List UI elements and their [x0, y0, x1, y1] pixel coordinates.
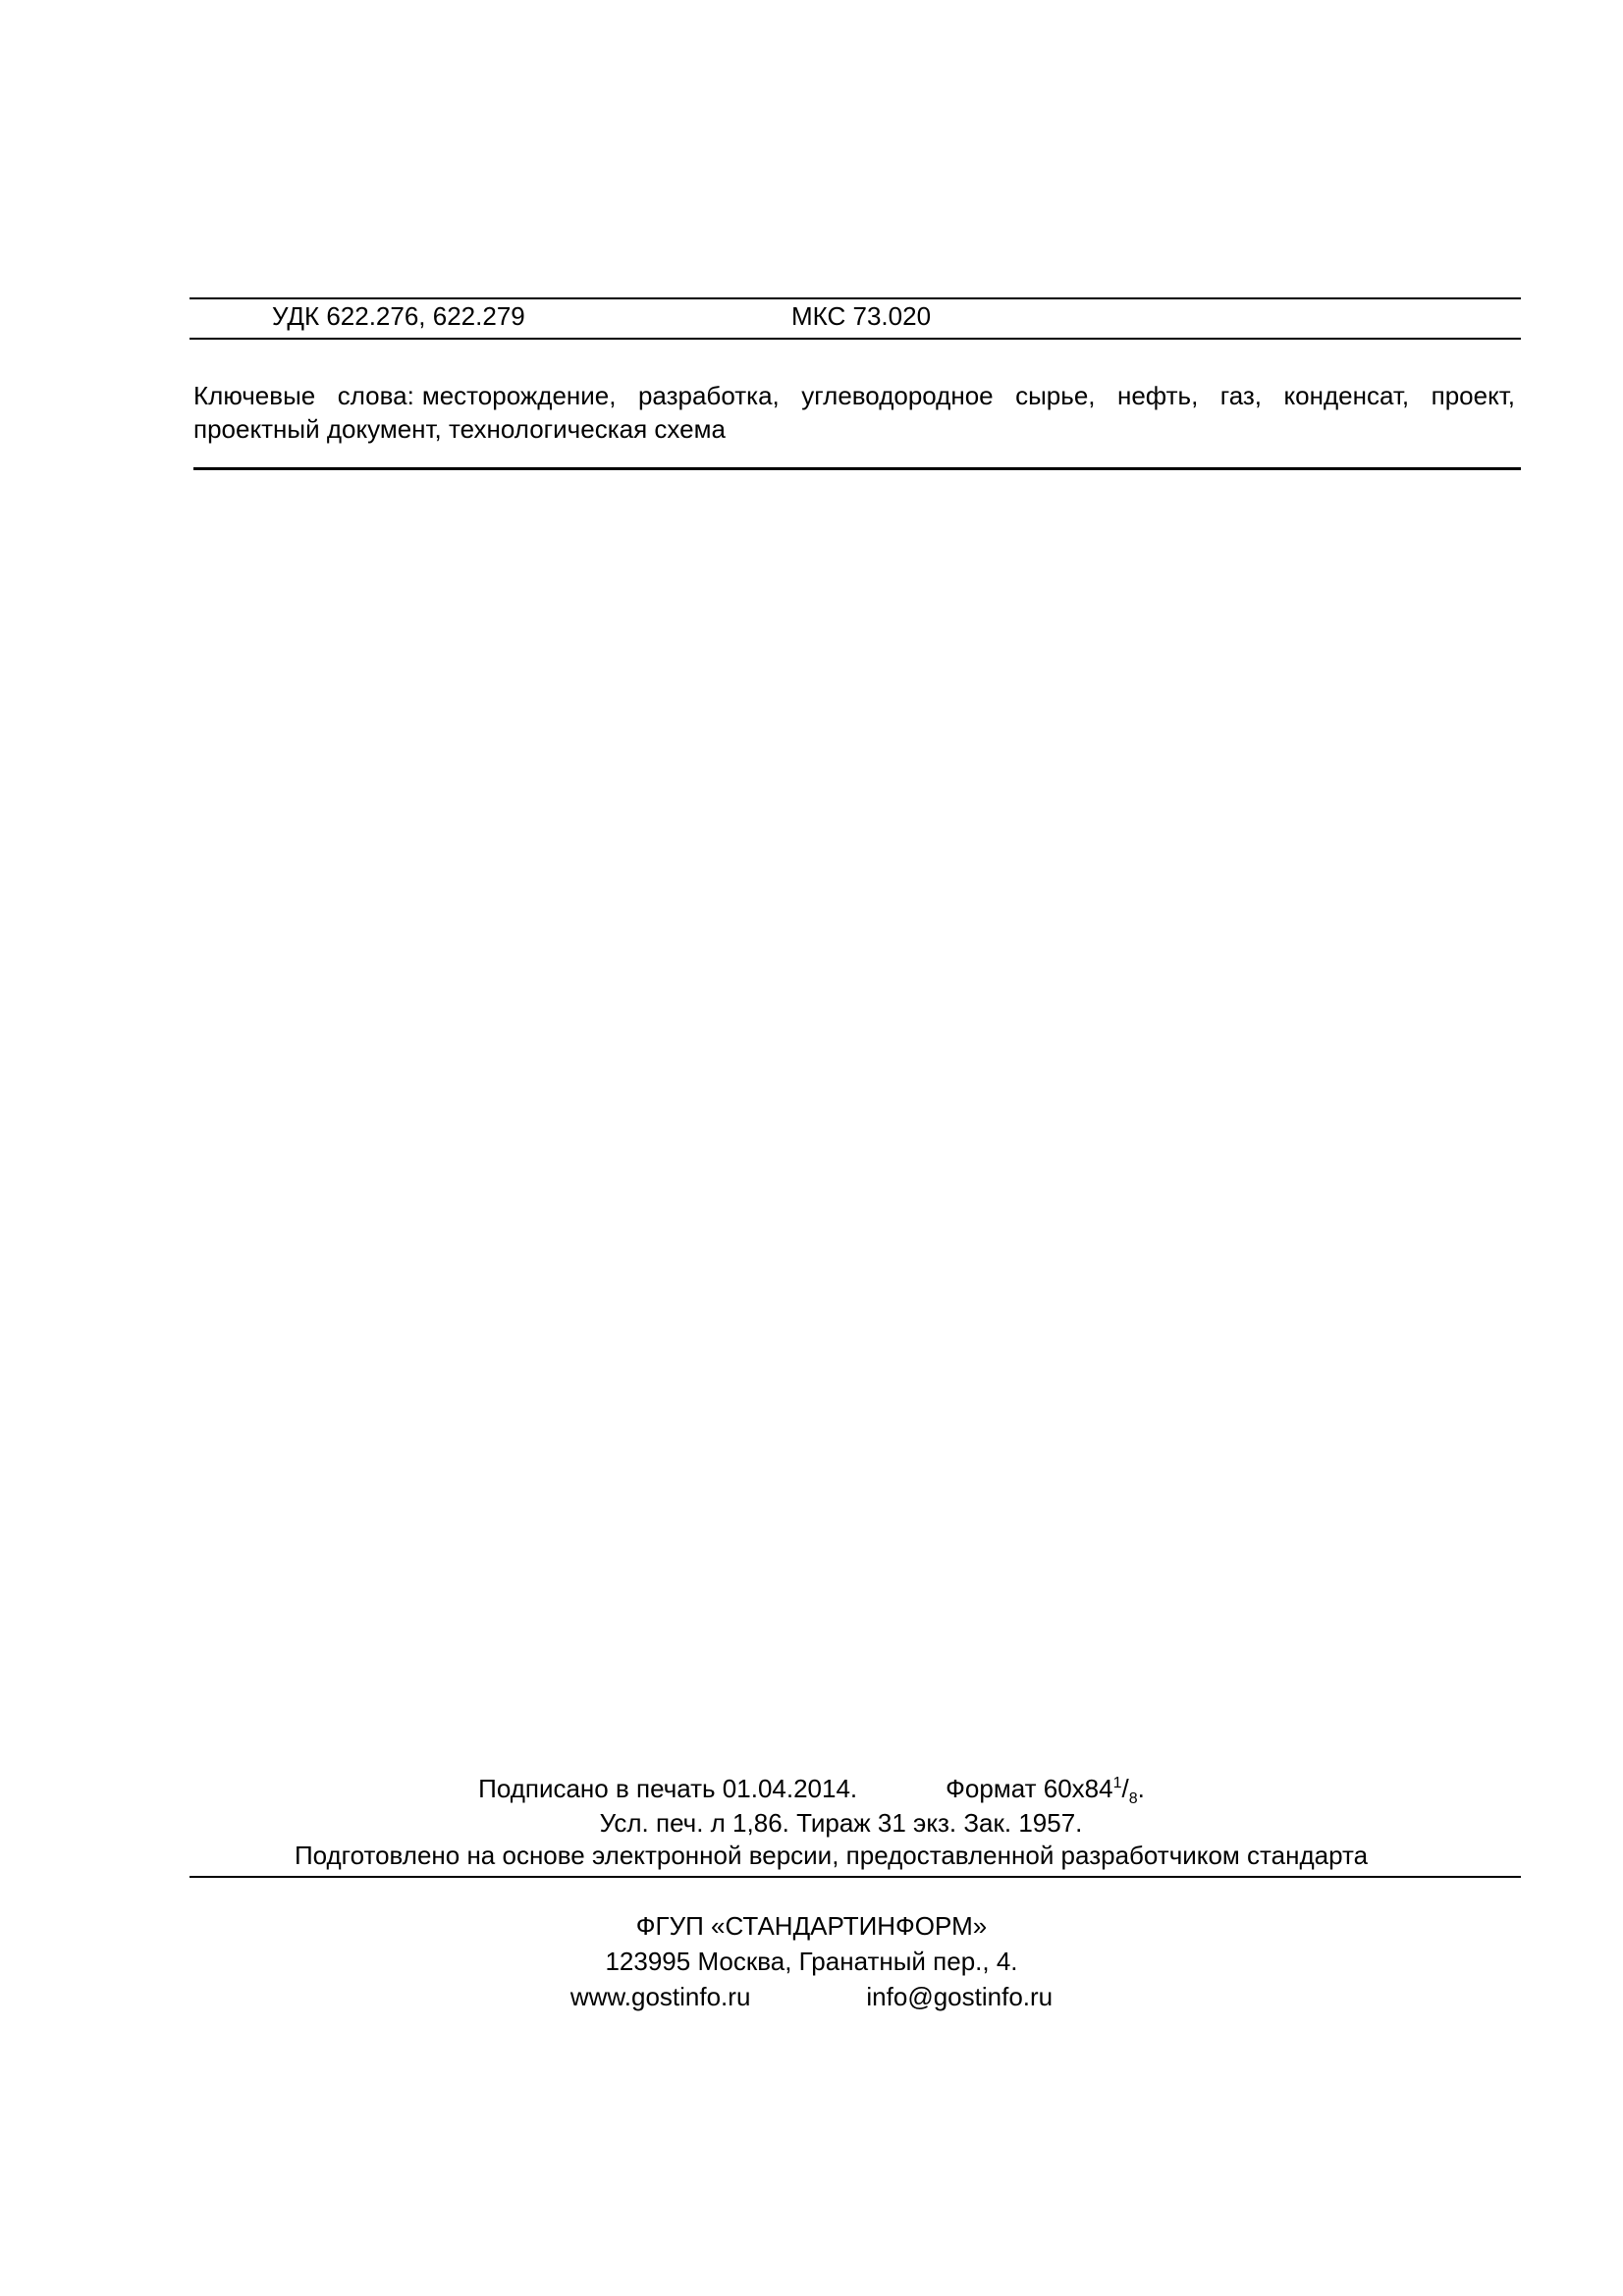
imprint-prepared-line: Подготовлено на основе электронной версии, предоставленной разработчиком стандарта: [294, 1841, 1369, 1870]
publisher-address: 123995 Москва, Гранатный пер., 4.: [605, 1947, 1018, 1976]
format-denominator: 8: [1128, 1790, 1138, 1807]
imprint-sheets-line: Усл. печ. л 1,86. Тираж 31 экз. Зак. 1957.: [599, 1808, 1083, 1838]
paper-format: Формат $60x84^1/_8$.: [946, 1774, 1145, 1807]
udk-code: УДК 622.276, 622.279: [272, 301, 525, 331]
publisher-name: ФГУП «СТАНДАРТИНФОРМ»: [635, 1911, 988, 1941]
publisher-contacts: [0, 1979, 1623, 2014]
keywords-paragraph: [193, 379, 1515, 446]
header-top-rule: [189, 297, 1521, 299]
header-bottom-rule: [189, 338, 1521, 340]
publisher-block: [0, 1908, 1623, 2014]
publisher-email-link[interactable]: info@gostinfo.ru: [866, 1982, 1054, 2011]
format-numerator: 1: [1112, 1775, 1122, 1791]
keywords-bottom-rule: [193, 467, 1521, 470]
keywords-label: Ключевые слова:: [193, 381, 414, 410]
imprint-bottom-rule: [189, 1876, 1521, 1878]
signed-to-print: Подписано в печать 01.04.2014.: [478, 1774, 858, 1803]
keywords-text: месторождение, разработка, углеводородное сырье, нефть, газ, конденсат, проект, проектный документ, технологическая схема: [193, 381, 1515, 444]
imprint-print-line: [0, 1772, 1623, 1805]
publisher-website-link[interactable]: www.gostinfo.ru: [569, 1982, 751, 2011]
mks-code: МКС 73.020: [791, 301, 932, 331]
